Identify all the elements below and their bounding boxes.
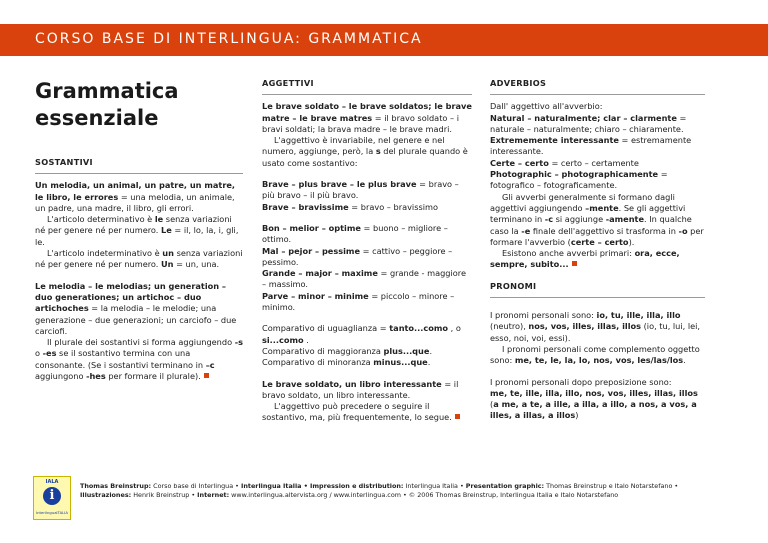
paragraph: L'aggettivo può precedere o seguire il sostantivo, ma, più frequentemente, lo segue. [262, 401, 472, 424]
section-heading-aggettivi: AGGETTIVI [262, 78, 314, 88]
paragraph: me, te, ille, illa, illo, nos, vos, illes, illas, illos (a me, a te, a ille, a illa, a illo, a nos, a vos, a illes, a illas, a illos) [490, 387, 698, 421]
section-divider [35, 173, 243, 174]
footer-credits [80, 482, 720, 500]
paragraph: Esistono anche avverbi primari: ora, ecce, sempre, subito... [490, 248, 680, 270]
page-title-line1: Grammatica [35, 79, 179, 103]
paragraph: Gli avverbi generalmente si formano dagli aggettivi aggiungendo –mente. Se gli aggettivi terminano in -c si aggiunge -amente. In qualche caso la -e finale dell'aggettivo si trasforma in -o per formare l'avverbio (certe – certo). [490, 191, 704, 247]
paragraph: Extrememente interessante = estremamente interessante. [490, 135, 692, 157]
end-square-icon [204, 373, 209, 378]
paragraph: Il plurale dei sostantivi si forma aggiungendo -s o -es se il sostantivo termina con una consonante. (Se i sostantivi terminano in –c aggiungono -hes per formare il plurale). [35, 337, 243, 382]
paragraph: L'articolo determinativo è le senza variazioni né per genere né per numero. Le = il, lo, la, i, gli, le. [35, 214, 239, 247]
column-aggettivi [262, 78, 472, 424]
paragraph: Mal – pejor – pessime = cattivo – peggiore – pessimo. [262, 245, 453, 267]
paragraph: Le brave soldato – le brave soldatos; le brave matre – le brave matres = il bravo soldato – i bravi soldati; la brava madre – le brave madri. [262, 101, 472, 134]
paragraph: Comparativo di uguaglianza = tanto...como , o si...como . [262, 323, 461, 345]
paragraph: Le brave soldato, un libro interessante = il bravo soldato, un libro interessante. [262, 378, 459, 400]
logo-bottom-right: ITALIA [56, 510, 68, 515]
paragraph: Brave – bravissime = bravo – bravissimo [262, 201, 438, 212]
end-square-icon [455, 414, 460, 419]
paragraph: Grande – major – maxime = grande - maggiore – massimo. [262, 268, 466, 290]
paragraph: Le melodia – le melodias; un generation – duo generationes; un artichoc – duo artichoches = la melodia – le melodie; una generazione – due generazioni; un carciofo – due carciofi. [35, 280, 237, 336]
section-heading-pronomi: PRONOMI [490, 280, 537, 291]
section-divider [490, 297, 705, 298]
paragraph: Brave – plus brave – le plus brave = bravo – più bravo – il più bravo. [262, 179, 459, 201]
section-divider [490, 94, 705, 95]
paragraph: I pronomi personali come complemento oggetto sono: me, te, le, la, lo, nos, vos, les/las/los. [490, 343, 700, 366]
paragraph: Certe – certo = certo – certamente [490, 157, 639, 168]
page-title [35, 78, 243, 132]
paragraph: Photographic – photographicamente = fotografico – fotograficamente. [490, 169, 668, 191]
paragraph: Dall' aggettivo all'avverbio: [490, 101, 603, 112]
column-sostantivi [35, 78, 243, 382]
footer-line-1: Thomas Breinstrup: Corso base di Interlingua • Interlingua Italia • Impression e distribution: Interlingua Italia • Presentation graphic: Thomas Breinstrup e Italo Notarstefano • [80, 482, 679, 490]
paragraph: Comparativo di minoranza minus...que. [262, 357, 431, 368]
interlingua-logo-icon [33, 476, 71, 520]
paragraph: Natural – naturalmente; clar – clarmente = naturale – naturalmente; chiaro – chiaramente. [490, 112, 687, 134]
section-divider [262, 94, 472, 95]
page-header-title: CORSO BASE DI INTERLINGUA: GRAMMATICA [35, 31, 423, 47]
column-adverbios-pronomi [490, 78, 705, 422]
footer-line-2: Illustraziones: Henrik Breinstrup • Internet: www.interlingua.altervista.org / www.interlingua.com • © 2006 Thomas Breinstrup, Interlingua Italia e Italo Notarstefano [80, 491, 619, 499]
paragraph: Comparativo di maggioranza plus...que. [262, 345, 433, 356]
page-title-line2: essenziale [35, 106, 159, 130]
paragraph: Bon – melior – optime = buono – migliore – ottimo. [262, 222, 448, 245]
paragraph: Un melodia, un animal, un patre, un matre, le libro, le errores = una melodia, un animale, un padre, una madre, il libro, gli errori. [35, 180, 236, 213]
logo-top-text: IALA [45, 479, 59, 485]
paragraph: L'aggettivo è invariabile, nel genere e nel numero, aggiunge, però, la s del plurale quando è usato come sostantivo: [262, 135, 468, 168]
section-heading-sostantivi: SOSTANTIVI [35, 157, 93, 167]
paragraph: Parve – minor – minime = piccolo – minore – minimo. [262, 290, 455, 313]
end-square-icon [572, 261, 577, 266]
paragraph: L'articolo indeterminativo è un senza variazioni né per genere né per numero. Un = un, una. [35, 248, 243, 270]
logo-bottom-left: Interlingua [36, 510, 57, 515]
paragraph: I pronomi personali sono: io, tu, ille, illa, illo (neutro), nos, vos, illes, illas, illos (io, tu, lui, lei, esso, noi, voi, essi). [490, 310, 701, 343]
section-heading-adverbios: ADVERBIOS [490, 78, 547, 88]
logo-letter: i [43, 487, 61, 505]
paragraph: I pronomi personali dopo preposizione sono: [490, 376, 672, 387]
header-banner [0, 24, 768, 56]
